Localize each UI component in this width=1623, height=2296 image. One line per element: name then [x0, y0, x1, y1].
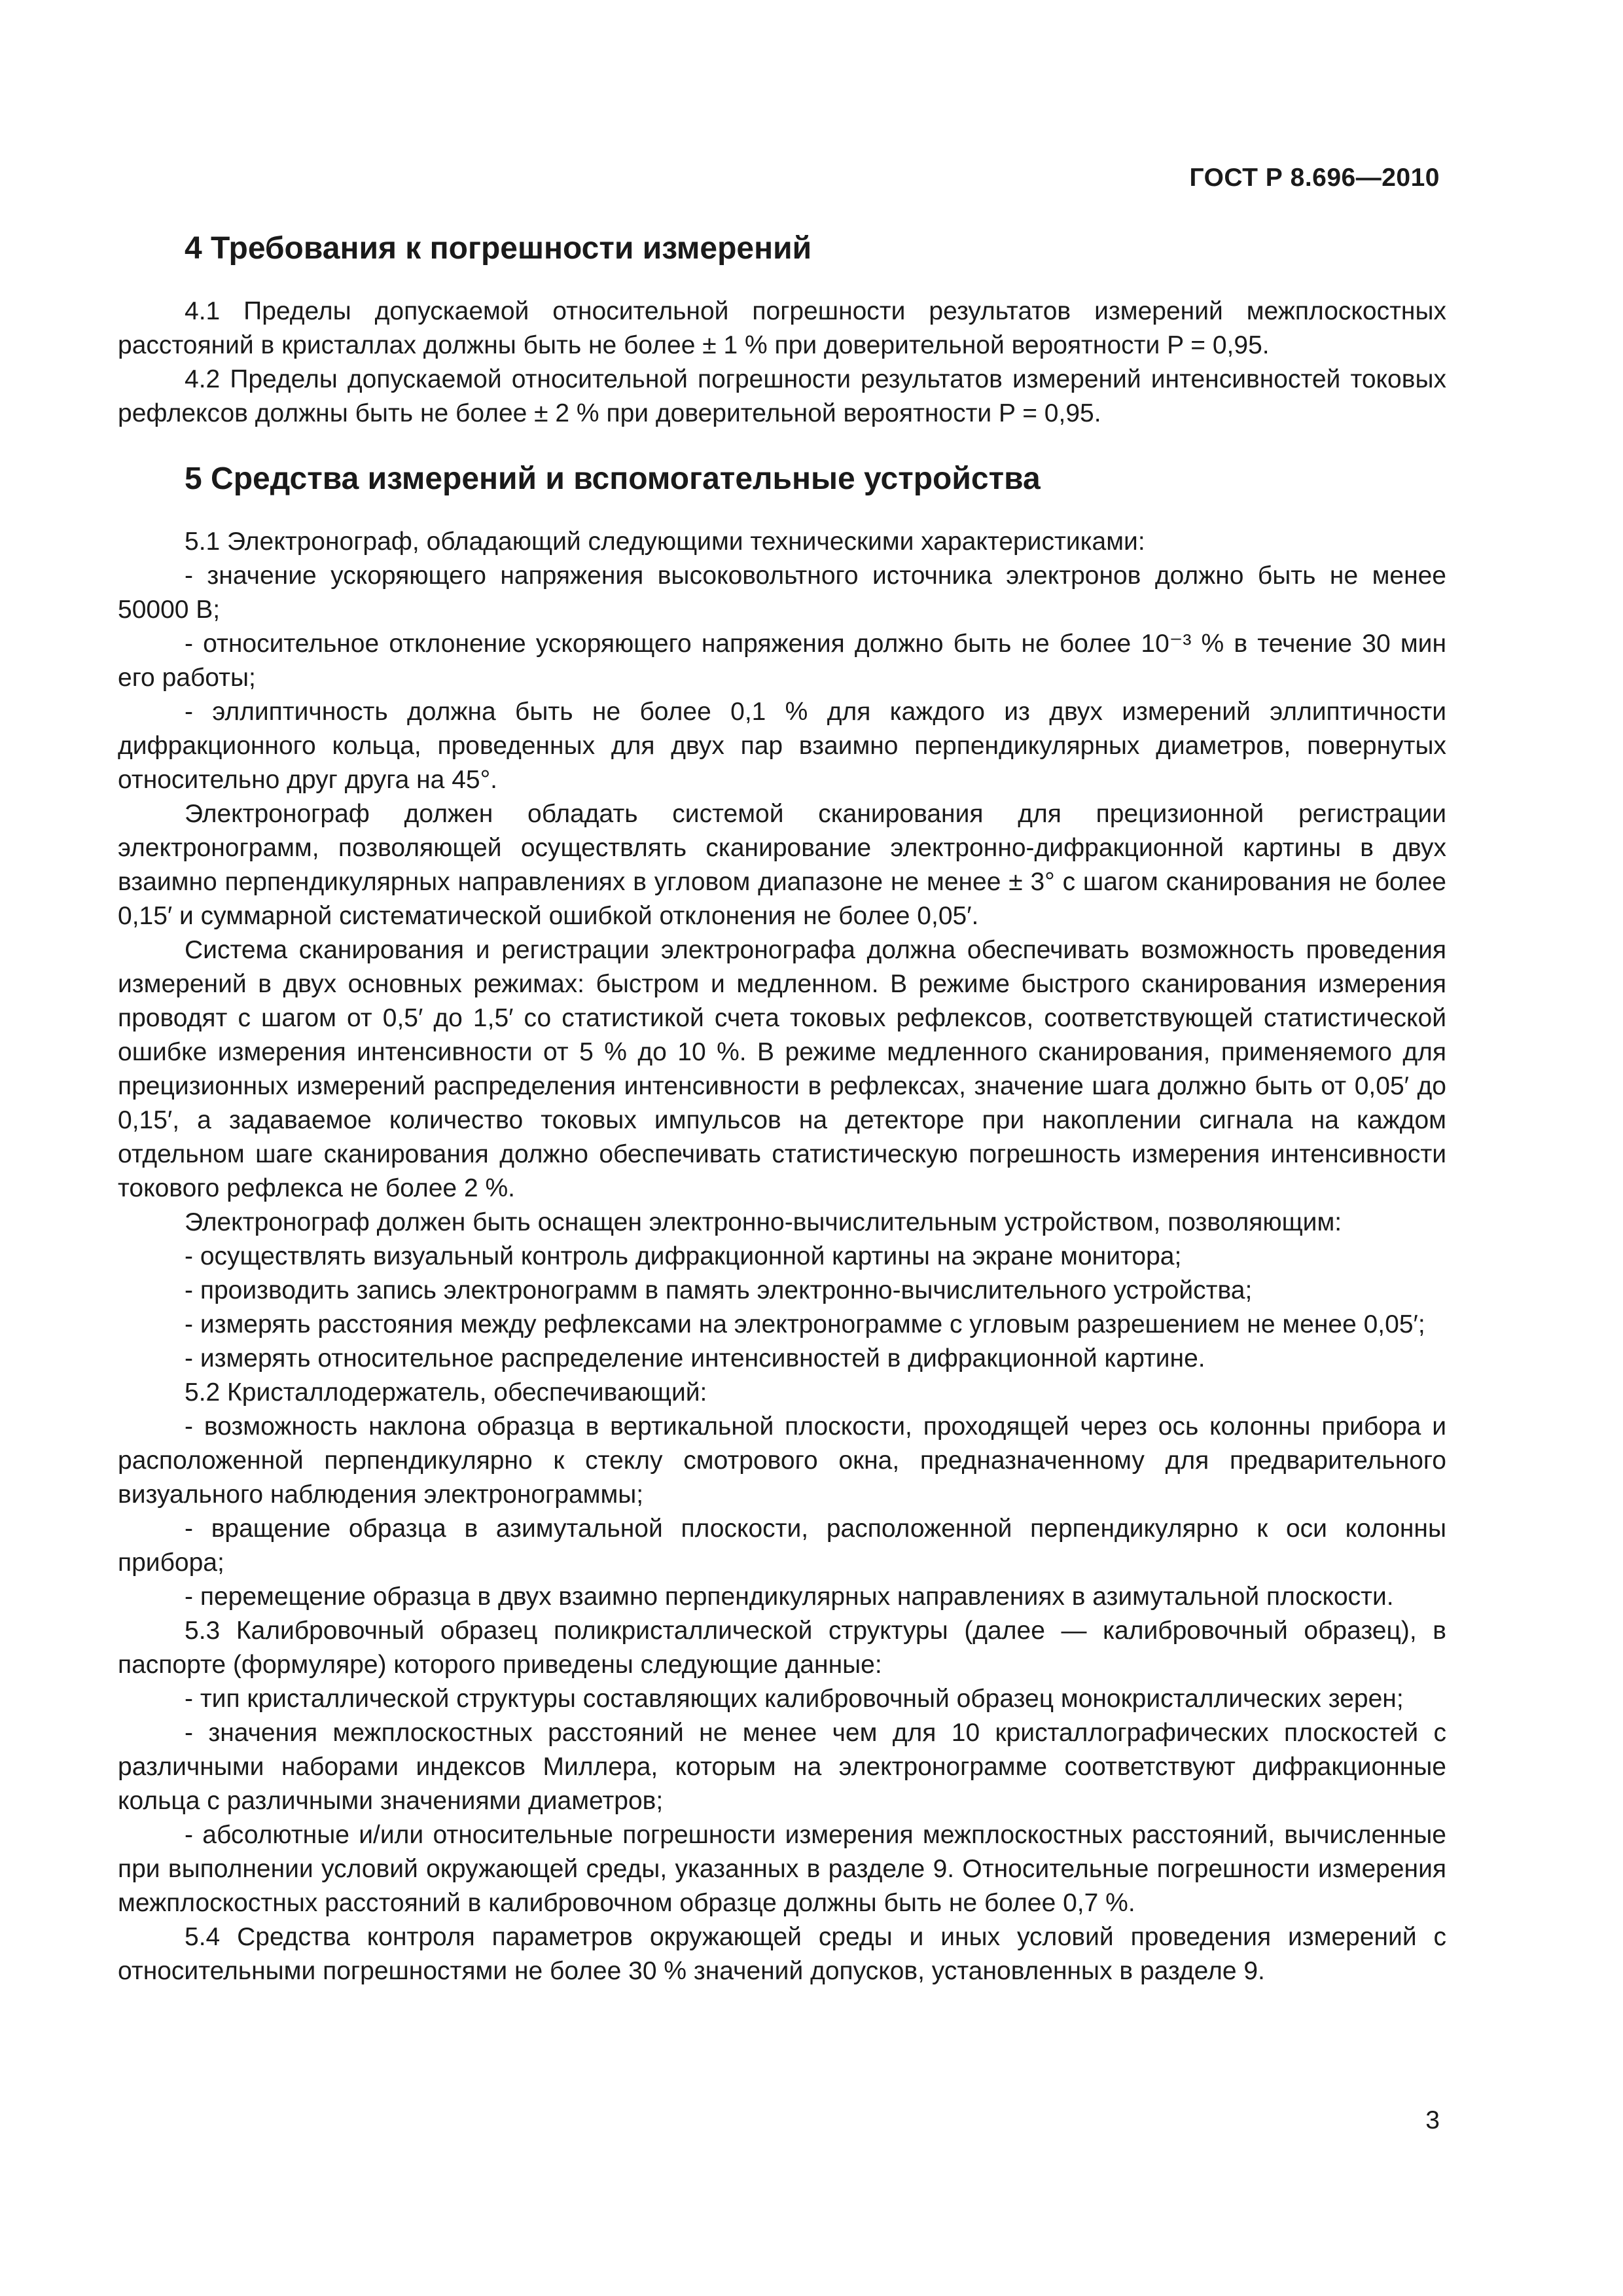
list-item: - тип кристаллической структуры составляющих калибровочный образец монокристаллических зерен; — [185, 1685, 1404, 1713]
paragraph-scanning: Электронограф должен обладать системой сканирования для прецизионной регистрации электронограмм, позволяющей осуществлять сканирование электронно-дифракционной картины в двух взаимно перпендикулярных направлениях в угловом диапазоне не менее ± 3° с шагом сканирования не более 0,15′ и суммарной систематической ошибкой отклонения не более 0,05′. — [118, 800, 1446, 930]
paragraph-5-3: 5.3 Калибровочный образец поликристаллической структуры (далее — калибровочный образец), в паспорте (формуляре) которого приведены следующие данные: — [118, 1617, 1446, 1679]
paragraph-5-1: 5.1 Электронограф, обладающий следующими техническими характеристиками: — [185, 528, 1145, 556]
list-item: - осуществлять визуальный контроль дифракционной картины на экране монитора; — [185, 1242, 1182, 1270]
page-number: 3 — [1425, 2106, 1440, 2134]
paragraph-5-2: 5.2 Кристаллодержатель, обеспечивающий: — [185, 1378, 707, 1407]
paragraph-4-1: 4.1 Пределы допускаемой относительной погрешности результатов измерений межплоскостных расстояний в кристаллах должны быть не более ± 1 % при доверительной вероятности P = 0,95. — [118, 297, 1446, 359]
list-item: - вращение образца в азимутальной плоскости, расположенной перпендикулярно к оси колонны прибора; — [118, 1515, 1446, 1577]
document-code: ГОСТ Р 8.696—2010 — [1189, 164, 1440, 192]
list-item: - производить запись электронограмм в память электронно-вычислительного устройства; — [185, 1276, 1253, 1304]
list-item: - возможность наклона образца в вертикальной плоскости, проходящей через ось колонны прибора и расположенной перпендикулярно к стеклу смотрового окна, предназначенному для предварительного визуального наблюдения электронограммы; — [118, 1412, 1446, 1509]
list-item: - значение ускоряющего напряжения высоковольтного источника электронов должно быть не менее 50000 В; — [118, 562, 1446, 624]
list-item: - абсолютные и/или относительные погрешности измерения межплоскостных расстояний, вычисленные при выполнении условий окружающей среды, указанных в разделе 9. Относительные погрешности измерения межплоскостных расстояний в калибровочном образце должны быть не более 0,7 %. — [118, 1821, 1446, 1917]
paragraph-scanning-modes: Система сканирования и регистрации электронографа должна обеспечивать возможность проведения измерений в двух основных режимах: быстром и медленном. В режиме быстрого сканирования измерения проводят с шагом от 0,5′ до 1,5′ со статистикой счета токовых рефлексов, соответствующей статистической ошибке измерения интенсивности от 5 % до 10 %. В режиме медленного сканирования, применяемого для прецизионных измерений распределения интенсивности в рефлексах, значение шага должно быть от 0,05′ до 0,15′, а задаваемое количество токовых импульсов на детекторе при накоплении сигнала на каждом отдельном шаге сканирования должно обеспечивать статистическую погрешность измерения интенсивности токового рефлекса не более 2 %. — [118, 936, 1446, 1202]
paragraph-computer: Электронограф должен быть оснащен электронно-вычислительным устройством, позволяющим: — [185, 1208, 1342, 1236]
paragraph-5-4: 5.4 Средства контроля параметров окружающей среды и иных условий проведения измерений с относительными погрешностями не более 30 % значений допусков, установленных в разделе 9. — [118, 1923, 1446, 1985]
list-item: - относительное отклонение ускоряющего напряжения должно быть не более 10⁻³ % в течение 30 мин его работы; — [118, 630, 1446, 692]
list-item: - значения межплоскостных расстояний не менее чем для 10 кристаллографических плоскостей с различными наборами индексов Миллера, которым на электронограмме соответствуют дифракционные кольца с различными значениями диаметров; — [118, 1719, 1446, 1815]
section-5-heading: 5 Средства измерений и вспомогательные устройства — [185, 461, 1041, 496]
list-item: - перемещение образца в двух взаимно перпендикулярных направлениях в азимутальной плоскости. — [185, 1583, 1394, 1611]
paragraph-4-2: 4.2 Пределы допускаемой относительной погрешности результатов измерений интенсивностей токовых рефлексов должны быть не более ± 2 % при доверительной вероятности P = 0,95. — [118, 365, 1446, 427]
list-item: - измерять расстояния между рефлексами на электронограмме с угловым разрешением не менее 0,05′; — [185, 1310, 1425, 1338]
section-4-heading: 4 Требования к погрешности измерений — [185, 231, 812, 266]
list-item: - эллиптичность должна быть не более 0,1 % для каждого из двух измерений эллиптичности дифракционного кольца, проведенных для двух пар взаимно перпендикулярных диаметров, повернутых относительно друг друга на 45°. — [118, 698, 1446, 794]
page-content — [118, 229, 1446, 1988]
list-item: - измерять относительное распределение интенсивностей в дифракционной картине. — [185, 1344, 1205, 1372]
